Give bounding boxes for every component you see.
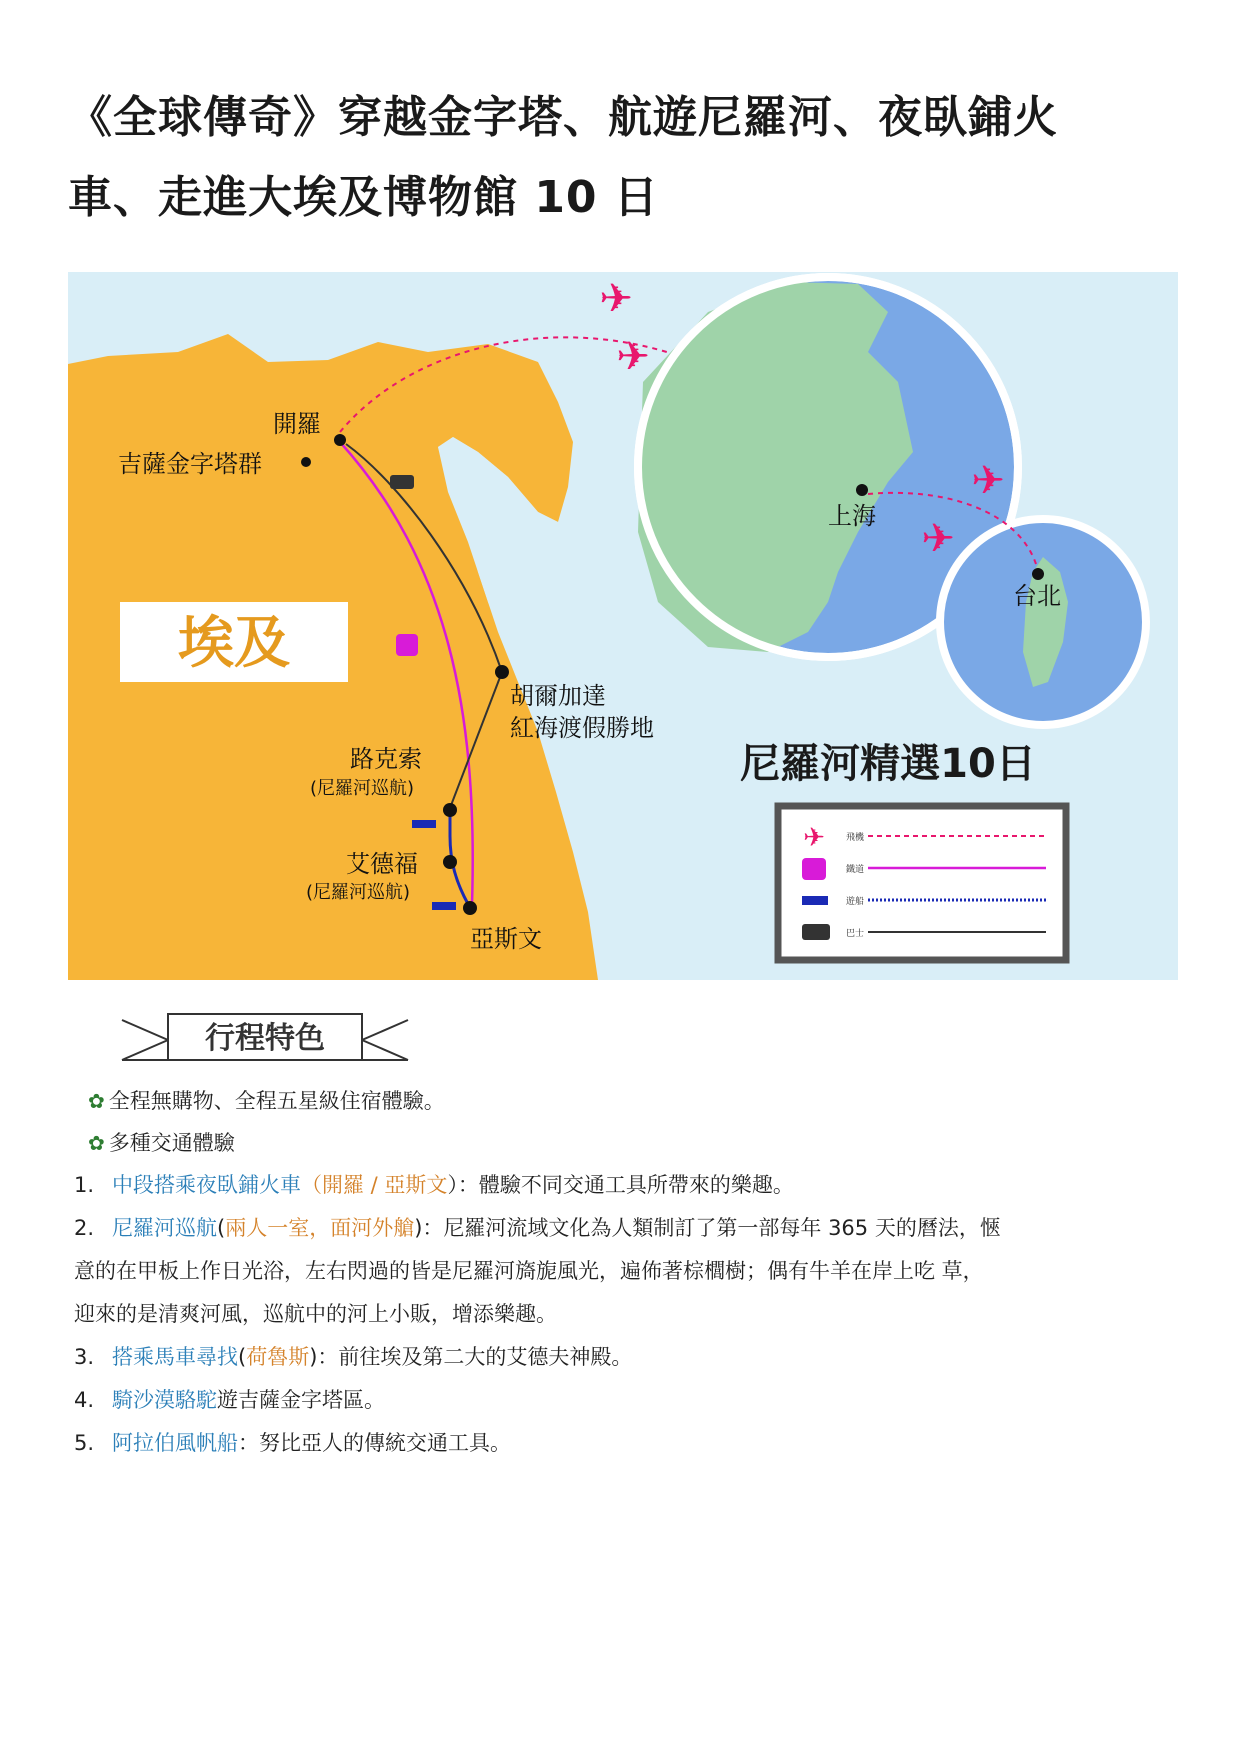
plane-icon: ✈ <box>971 458 1005 504</box>
list-item <box>74 1207 1174 1336</box>
item-text: ）：體驗不同交通工具所帶來的樂趣。 <box>447 1173 794 1197</box>
label-cairo: 開羅 <box>273 410 321 438</box>
item-number: 3. <box>74 1345 95 1369</box>
plane-icon: ✈ <box>921 516 955 562</box>
item-text: ：努比亞人的傳統交通工具。 <box>238 1431 511 1455</box>
legend-flight-label: 飛機 <box>846 833 865 843</box>
item-text: )：前往埃及第二大的艾德夫神殿。 <box>309 1345 633 1369</box>
banner-right-chevron <box>362 1020 408 1060</box>
feature-text: 全程無購物、全程五星級住宿體驗。 <box>108 1089 445 1113</box>
ship-icon <box>432 902 456 910</box>
item-text-continued: 迎來的是清爽河風，巡航中的河上小販，增添樂趣。 <box>74 1302 557 1326</box>
transport-list <box>74 1164 1174 1465</box>
shanghai-dot <box>856 484 868 496</box>
item-note: 荷魯斯 <box>246 1345 310 1369</box>
banner-left-chevron <box>122 1020 168 1060</box>
egypt-label: 埃及 <box>178 611 290 676</box>
legend-bus-icon <box>802 924 830 940</box>
banner-label: 行程特色 <box>205 1021 325 1056</box>
legend-plane-icon: ✈ <box>803 823 825 853</box>
hurghada-dot <box>495 665 509 679</box>
bus-icon <box>390 475 414 489</box>
item-highlight: 騎沙漠駱駝 <box>112 1388 217 1412</box>
page-title <box>68 78 1178 238</box>
ship-icon <box>412 820 436 828</box>
label-hurghada: 胡爾加達 <box>510 682 606 710</box>
label-red-sea: 紅海渡假勝地 <box>510 714 654 742</box>
cairo-dot <box>334 434 346 446</box>
list-item <box>74 1422 1174 1465</box>
item-number: 1. <box>74 1173 95 1197</box>
train-icon <box>396 634 418 656</box>
plane-icon: ✈ <box>616 334 650 380</box>
route-map <box>68 272 1178 980</box>
list-item <box>74 1164 1174 1207</box>
item-paren-open: ( <box>238 1345 247 1369</box>
taipei-dot <box>1032 568 1044 580</box>
legend-bus-label: 巴士 <box>846 929 865 939</box>
legend-train-icon <box>802 858 826 880</box>
legend-ship-icon <box>802 896 828 905</box>
features-list <box>88 1080 1188 1164</box>
label-edfu: 艾德福 <box>346 850 418 878</box>
label-taipei: 台北 <box>1013 582 1061 610</box>
legend <box>778 806 1066 960</box>
edfu-dot <box>443 855 457 869</box>
item-number: 4. <box>74 1388 95 1412</box>
title-line-1: 《全球傳奇》穿越金字塔、航遊尼羅河、夜臥鋪火 <box>68 92 1058 143</box>
item-text: )：尼羅河流域文化為人類制訂了第一部每年 365 天的曆法，愜 <box>414 1216 1001 1240</box>
label-giza: 吉薩金字塔群 <box>118 450 262 478</box>
item-highlight: 尼羅河巡航 <box>112 1216 217 1240</box>
item-number: 5. <box>74 1431 95 1455</box>
map-title: 尼羅河精選10日 <box>740 741 1036 787</box>
item-note: 開羅 / 亞斯文 <box>322 1173 448 1197</box>
giza-dot <box>301 457 311 467</box>
item-highlight: 搭乘馬車尋找 <box>112 1345 238 1369</box>
legend-train-label: 鐵道 <box>846 865 865 875</box>
item-highlight: 阿拉伯風帆船 <box>112 1431 238 1455</box>
flower-icon: ✿ <box>88 1089 105 1113</box>
feature-text: 多種交通體驗 <box>108 1131 235 1155</box>
item-text: 遊吉薩金字塔區。 <box>217 1388 385 1412</box>
item-paren-open: ( <box>217 1216 226 1240</box>
item-text-continued: 意的在甲板上作日光浴，左右閃過的皆是尼羅河旖旎風光，遍佈著棕櫚樹；偶有牛羊在岸上吃 草， <box>74 1259 984 1283</box>
list-item <box>74 1379 1174 1422</box>
legend-ship-label: 遊船 <box>846 897 865 907</box>
item-number: 2. <box>74 1216 95 1240</box>
label-luxor-note: (尼羅河巡航) <box>310 778 415 799</box>
item-paren-open: （ <box>301 1173 322 1197</box>
flower-icon: ✿ <box>88 1131 105 1155</box>
plane-icon: ✈ <box>599 276 633 322</box>
item-note: 兩人一室，面河外艙 <box>225 1216 415 1240</box>
label-edfu-note: (尼羅河巡航) <box>306 882 411 903</box>
aswan-dot <box>463 901 477 915</box>
title-line-2: 車、走進大埃及博物館 10 日 <box>68 172 659 223</box>
label-shanghai: 上海 <box>828 502 876 530</box>
label-luxor: 路克索 <box>350 745 422 773</box>
feature-item <box>88 1080 1188 1122</box>
label-aswan: 亞斯文 <box>470 925 542 953</box>
item-highlight: 中段搭乘夜臥鋪火車 <box>112 1173 301 1197</box>
feature-item <box>88 1122 1188 1164</box>
section-banner <box>120 1010 410 1070</box>
list-item <box>74 1336 1174 1379</box>
luxor-dot <box>443 803 457 817</box>
